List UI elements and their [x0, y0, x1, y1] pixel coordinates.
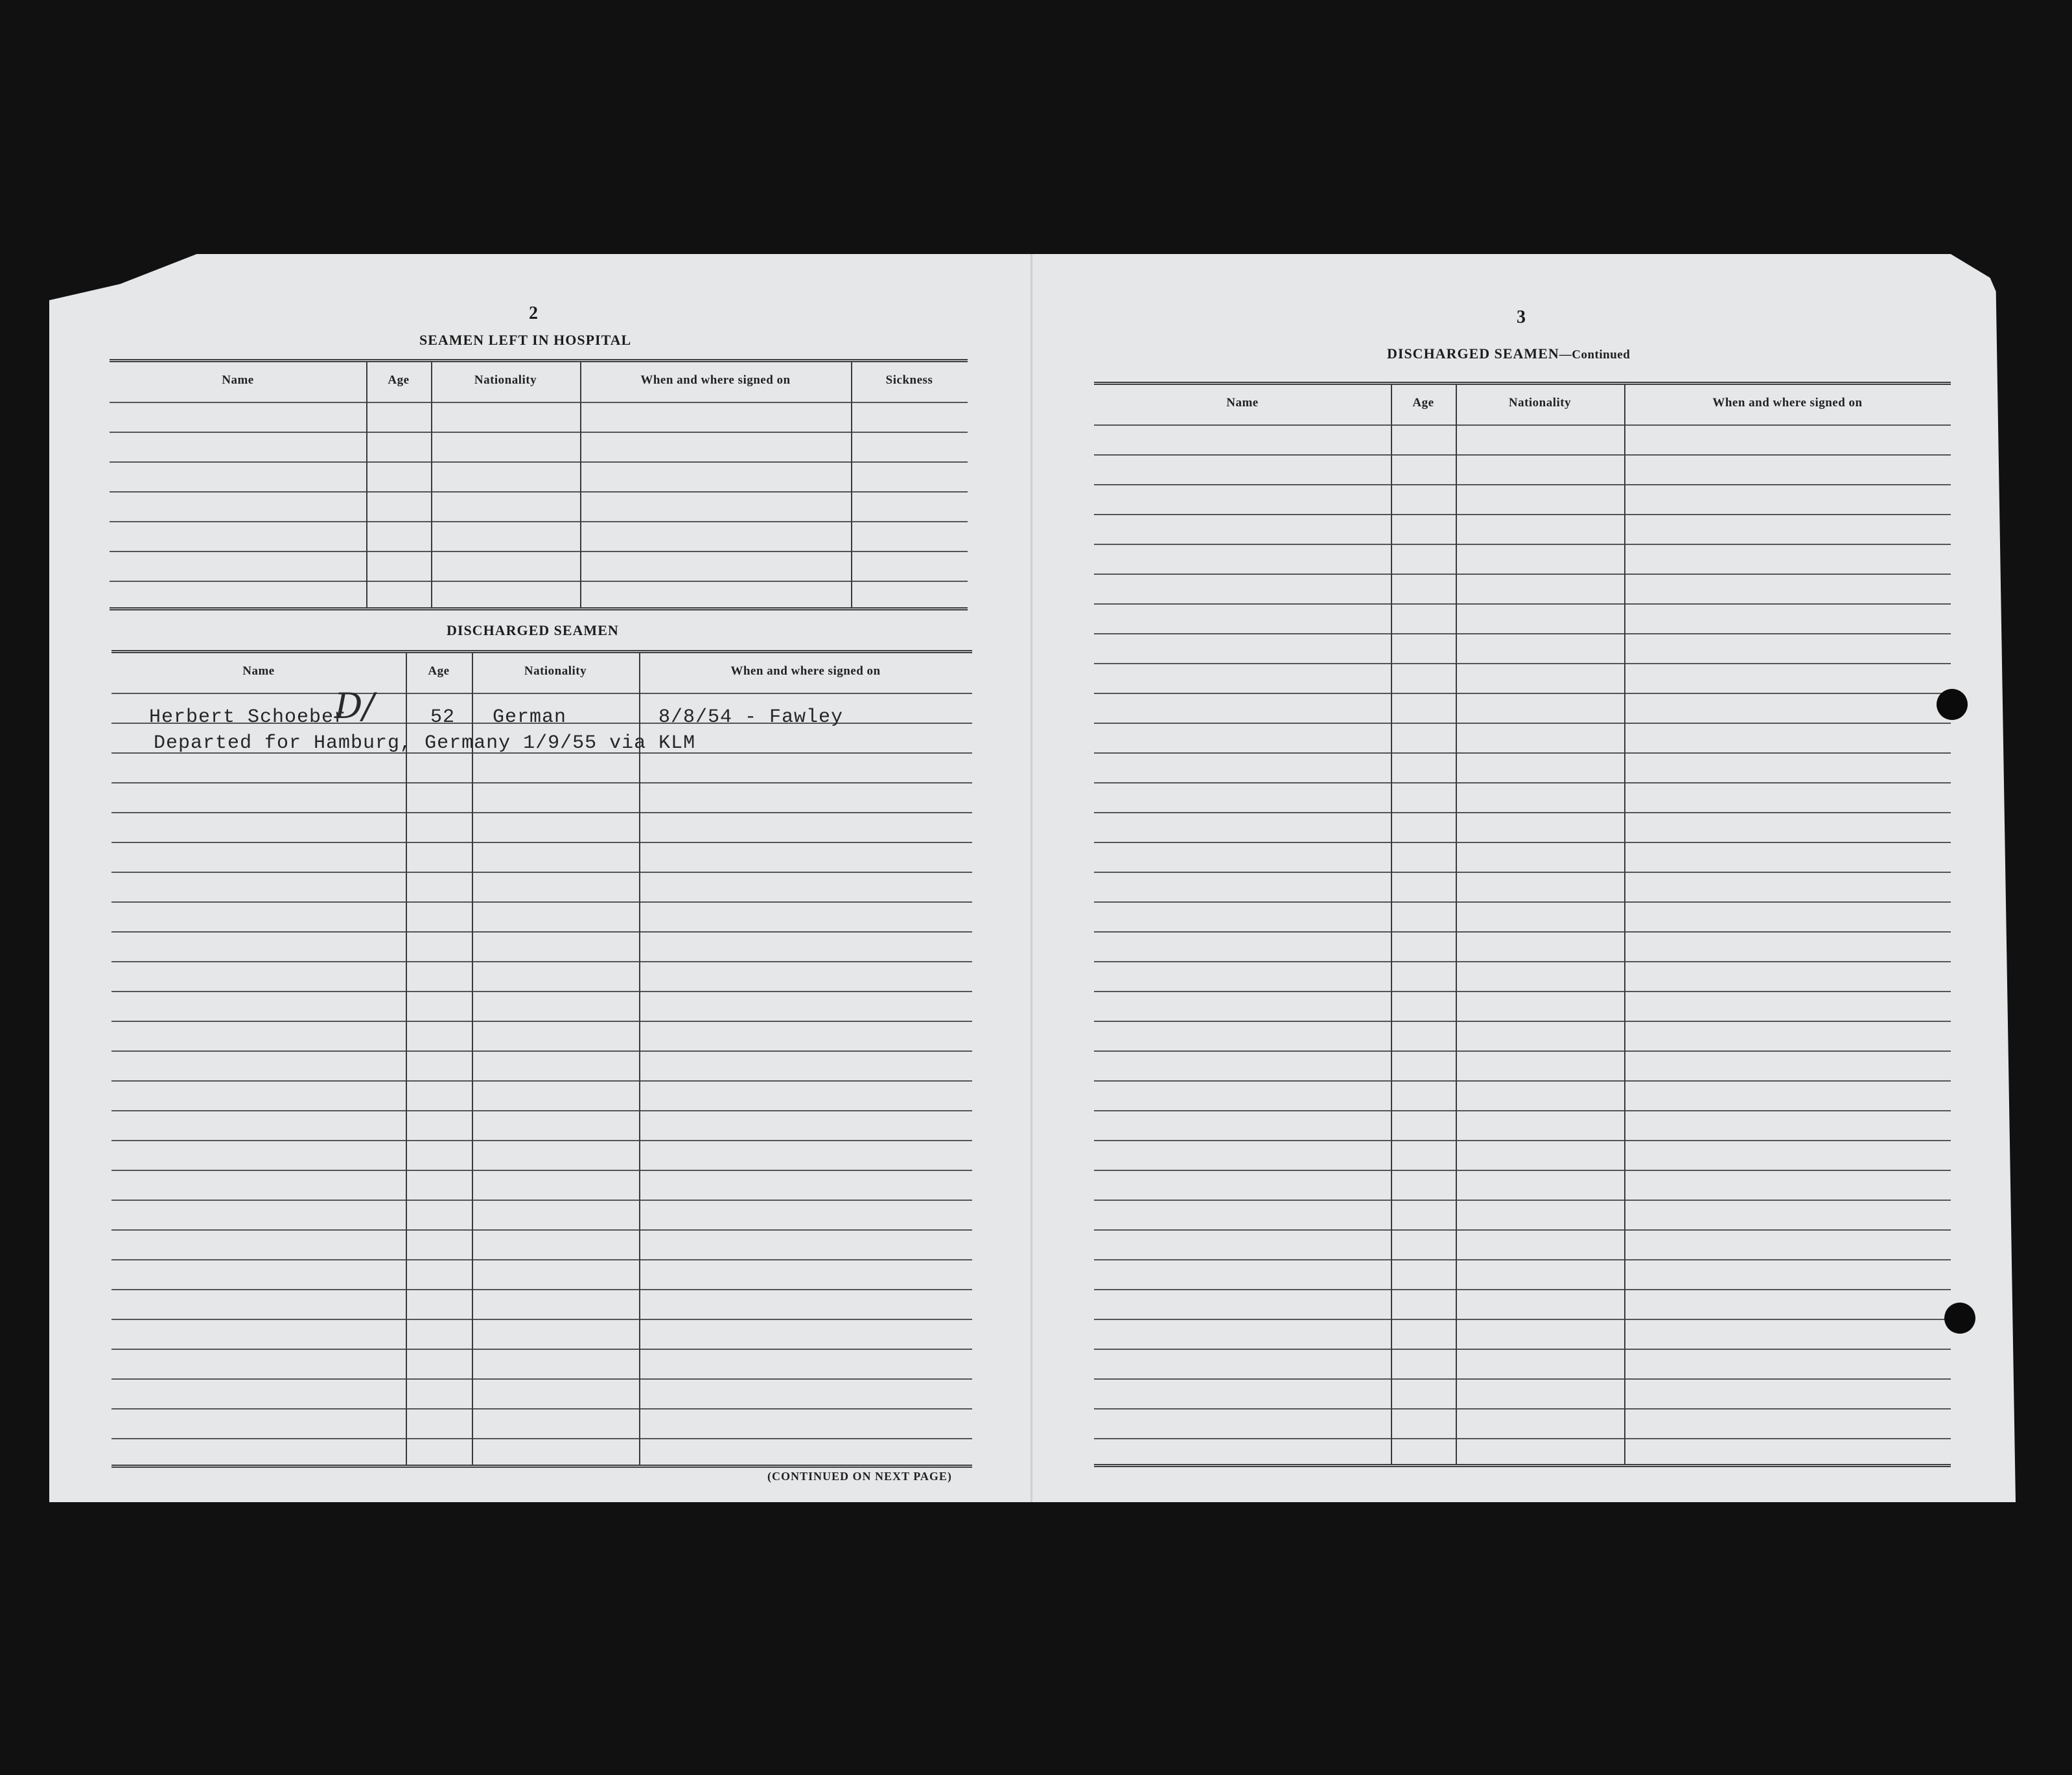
column-header-name: Name — [242, 664, 275, 678]
row-rule — [111, 931, 972, 933]
right-section-title — [1387, 345, 1630, 362]
column-rule — [366, 362, 367, 608]
row-rule — [1094, 1438, 1951, 1439]
row-rule — [110, 432, 968, 433]
row-rule — [1094, 991, 1951, 992]
row-rule — [1094, 842, 1951, 843]
row-rule — [111, 1229, 972, 1231]
row-rule — [1094, 1408, 1951, 1410]
header-rule — [1094, 424, 1951, 426]
row-rule — [111, 1080, 972, 1082]
discharged-table — [111, 650, 972, 1468]
column-rule — [431, 362, 432, 608]
row-rule — [110, 461, 968, 463]
column-header-age: Age — [1412, 396, 1434, 410]
row-rule — [110, 551, 968, 552]
row-rule — [1094, 544, 1951, 545]
hospital-section-title: SEAMEN LEFT IN HOSPITAL — [419, 332, 632, 348]
row-rule — [111, 1110, 972, 1111]
column-rule — [1456, 384, 1457, 1465]
row-rule — [1094, 723, 1951, 724]
column-rule — [406, 653, 407, 1465]
row-rule — [111, 1289, 972, 1290]
punch-hole — [1944, 1303, 1975, 1334]
punch-hole — [1937, 689, 1968, 720]
row-rule — [1094, 1200, 1951, 1201]
row-rule — [1094, 1319, 1951, 1320]
entry-note: Departed for Hamburg, Germany 1/9/55 via KLM — [154, 732, 696, 754]
row-rule — [110, 521, 968, 522]
right-section-title-suffix: —Continued — [1559, 348, 1631, 362]
row-rule — [111, 872, 972, 873]
row-rule — [111, 1021, 972, 1022]
row-rule — [1094, 1050, 1951, 1052]
entry-name: Herbert Schoeber — [149, 706, 347, 728]
row-rule — [111, 1200, 972, 1201]
row-rule — [110, 581, 968, 582]
row-rule — [1094, 1378, 1951, 1380]
row-rule — [111, 1378, 972, 1380]
row-rule — [111, 1349, 972, 1350]
column-header-signed-on: When and where signed on — [730, 664, 881, 678]
row-rule — [1094, 603, 1951, 605]
row-rule — [1094, 1170, 1951, 1171]
column-header-nationality: Nationality — [1508, 396, 1572, 410]
row-rule — [1094, 1229, 1951, 1231]
row-rule — [111, 901, 972, 903]
row-rule — [111, 782, 972, 783]
discharged-section-title: DISCHARGED SEAMEN — [447, 622, 619, 638]
row-rule — [111, 1050, 972, 1052]
header-rule — [110, 402, 968, 403]
row-rule — [1094, 633, 1951, 634]
row-rule — [111, 961, 972, 962]
row-rule — [1094, 1259, 1951, 1260]
row-rule — [111, 1170, 972, 1171]
entry-age: 52 — [430, 706, 456, 728]
row-rule — [111, 1408, 972, 1410]
page-number-right: 3 — [1517, 307, 1526, 327]
row-rule — [1094, 1349, 1951, 1350]
row-rule — [1094, 1080, 1951, 1082]
right-section-title-main: DISCHARGED SEAMEN — [1387, 345, 1559, 362]
column-header-sickness: Sickness — [885, 373, 933, 387]
bottom-rule — [1094, 1464, 1951, 1467]
header-rule — [111, 693, 972, 694]
row-rule — [111, 991, 972, 992]
column-rule — [580, 362, 581, 608]
row-rule — [1094, 454, 1951, 456]
column-rule — [1624, 384, 1625, 1465]
row-rule — [1094, 693, 1951, 694]
column-header-name: Name — [1226, 396, 1259, 410]
discharged-continued-table — [1094, 382, 1951, 1467]
row-rule — [111, 1140, 972, 1141]
row-rule — [111, 842, 972, 843]
page-number-left: 2 — [529, 303, 538, 323]
row-rule — [1094, 872, 1951, 873]
column-rule — [1391, 384, 1392, 1465]
row-rule — [1094, 514, 1951, 515]
column-rule — [639, 653, 640, 1465]
entry-signed-on: 8/8/54 - Fawley — [658, 706, 844, 728]
row-rule — [1094, 574, 1951, 575]
row-rule — [1094, 961, 1951, 962]
row-rule — [1094, 663, 1951, 664]
column-rule — [851, 362, 852, 608]
continued-note: (CONTINUED ON NEXT PAGE) — [767, 1470, 952, 1483]
row-rule — [1094, 1289, 1951, 1290]
bottom-rule — [110, 607, 968, 610]
hospital-table — [110, 359, 968, 610]
row-rule — [1094, 1140, 1951, 1141]
column-header-age: Age — [428, 664, 450, 678]
column-header-signed-on: When and where signed on — [640, 373, 791, 387]
handwritten-mark: D/ — [334, 686, 375, 726]
row-rule — [111, 1259, 972, 1260]
column-header-age: Age — [388, 373, 410, 387]
center-fold — [1030, 254, 1032, 1502]
row-rule — [1094, 1110, 1951, 1111]
row-rule — [1094, 1021, 1951, 1022]
entry-nationality: German — [493, 706, 567, 728]
bottom-rule — [111, 1465, 972, 1468]
column-header-nationality: Nationality — [524, 664, 587, 678]
row-rule — [1094, 931, 1951, 933]
row-rule — [111, 1319, 972, 1320]
row-rule — [1094, 901, 1951, 903]
row-rule — [111, 1438, 972, 1439]
row-rule — [111, 812, 972, 813]
row-rule — [110, 491, 968, 493]
column-rule — [472, 653, 473, 1465]
column-header-nationality: Nationality — [474, 373, 537, 387]
row-rule — [1094, 484, 1951, 485]
column-header-name: Name — [222, 373, 254, 387]
row-rule — [1094, 782, 1951, 783]
column-header-signed-on: When and where signed on — [1712, 396, 1863, 410]
row-rule — [1094, 812, 1951, 813]
row-rule — [1094, 752, 1951, 754]
